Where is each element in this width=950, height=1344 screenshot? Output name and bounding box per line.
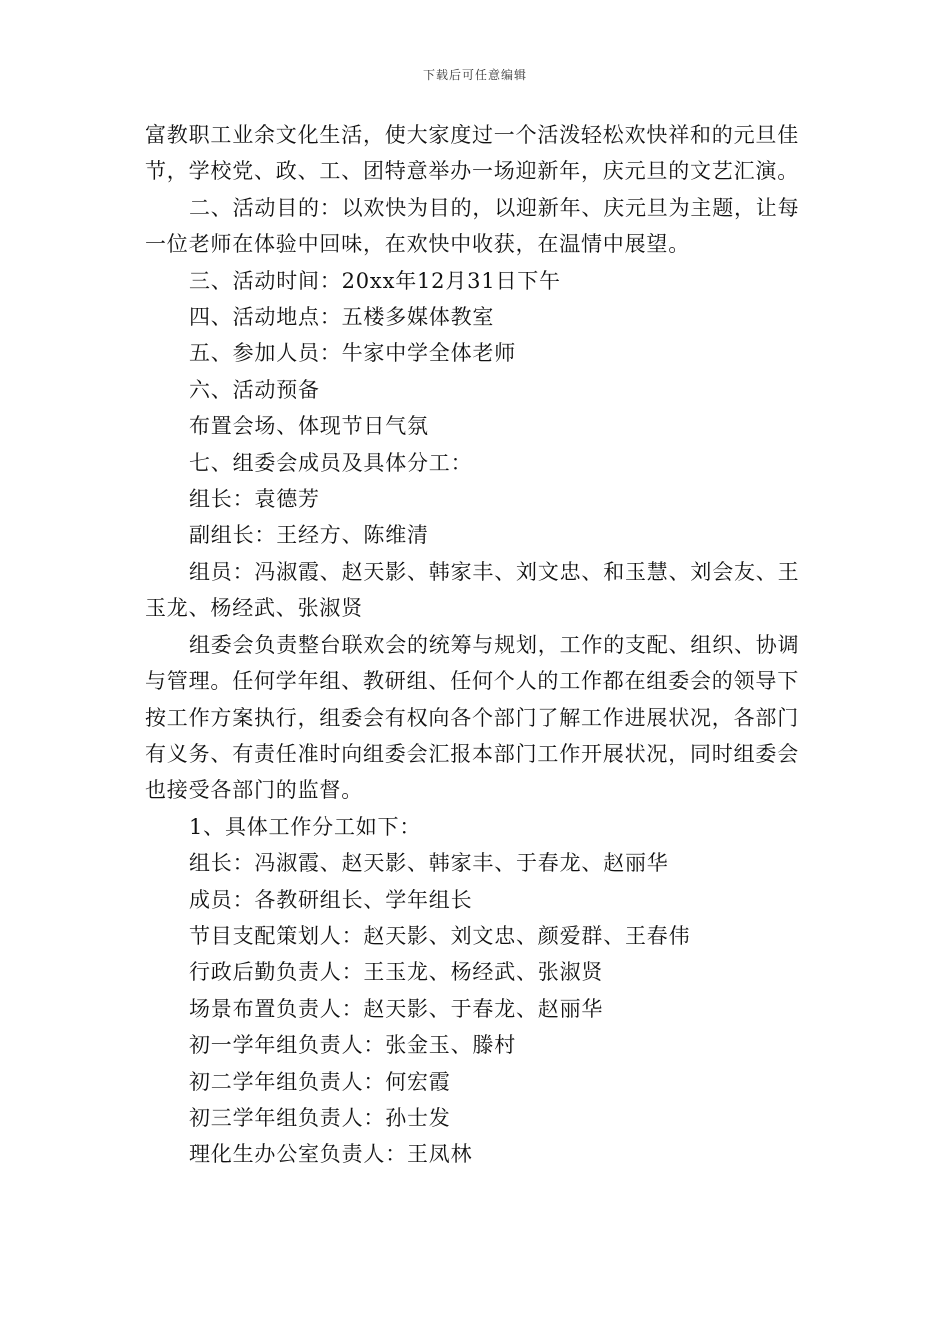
paragraph-grade-one: 初一学年组负责人：张金玉、滕村: [189, 1033, 516, 1058]
paragraph-science-office: 理化生办公室负责人：王凤林: [189, 1142, 473, 1167]
paragraph-location: 四、活动地点：五楼多媒体教室: [189, 305, 495, 330]
paragraph-division-heading: 1、具体工作分工如下：: [189, 814, 422, 839]
paragraph-vice-leader: 副组长：王经方、陈维清: [189, 523, 429, 548]
paragraph-committee: 七、组委会成员及具体分工：: [189, 450, 473, 475]
paragraph-grade-two: 初二学年组负责人：何宏霞: [189, 1069, 451, 1094]
paragraph-division-leaders: 组长：冯淑霞、赵天影、韩家丰、于春龙、赵丽华: [189, 851, 669, 876]
paragraph-members: 组员：冯淑霞、赵天影、韩家丰、刘文忠、和玉慧、刘会友、王玉龙、杨经武、张淑贤: [145, 559, 800, 621]
paragraph-division-members: 成员：各教研组长、学年组长: [189, 887, 473, 912]
paragraph-venue-setup: 布置会场、体现节日气氛: [189, 414, 429, 439]
paragraph-committee-duties: 组委会负责整台联欢会的统筹与规划，工作的支配、组织、协调与管理。任何学年组、教研组、任何个人的工作都在组委会的领导下按工作方案执行，组委会有权向各个部门了解工作进展状况，各部门有义务、有责任准时向组委会汇报本部门工作开展状况，同时组委会也接受各部门的监督。: [145, 632, 800, 803]
paragraph-time: 三、活动时间：20xx年12月31日下午: [189, 268, 561, 293]
paragraph-preparation: 六、活动预备: [189, 377, 320, 402]
header-note: 下载后可任意编辑: [422, 68, 527, 82]
paragraph-intro: 富教职工业余文化生活，使大家度过一个活泼轻松欢快祥和的元旦佳节，学校党、政、工、团特意举办一场迎新年，庆元旦的文艺汇演。: [145, 123, 799, 184]
paragraph-program-planners: 节目支配策划人：赵天影、刘文忠、颜爱群、王春伟: [189, 923, 691, 948]
paragraph-leader: 组长：袁德芳: [189, 487, 320, 512]
document-body: [145, 117, 807, 1173]
paragraph-grade-three: 初三学年组负责人：孙士发: [189, 1105, 451, 1130]
paragraph-participants: 五、参加人员：牛家中学全体老师: [189, 341, 516, 366]
paragraph-logistics: 行政后勤负责人：王玉龙、杨经武、张淑贤: [189, 960, 604, 985]
paragraph-scene-setup: 场景布置负责人：赵天影、于春龙、赵丽华: [189, 996, 604, 1021]
paragraph-purpose: 二、活动目的：以欢快为目的，以迎新年、庆元旦为主题，让每一位老师在体验中回味，在欢快中收获，在温情中展望。: [145, 195, 800, 257]
